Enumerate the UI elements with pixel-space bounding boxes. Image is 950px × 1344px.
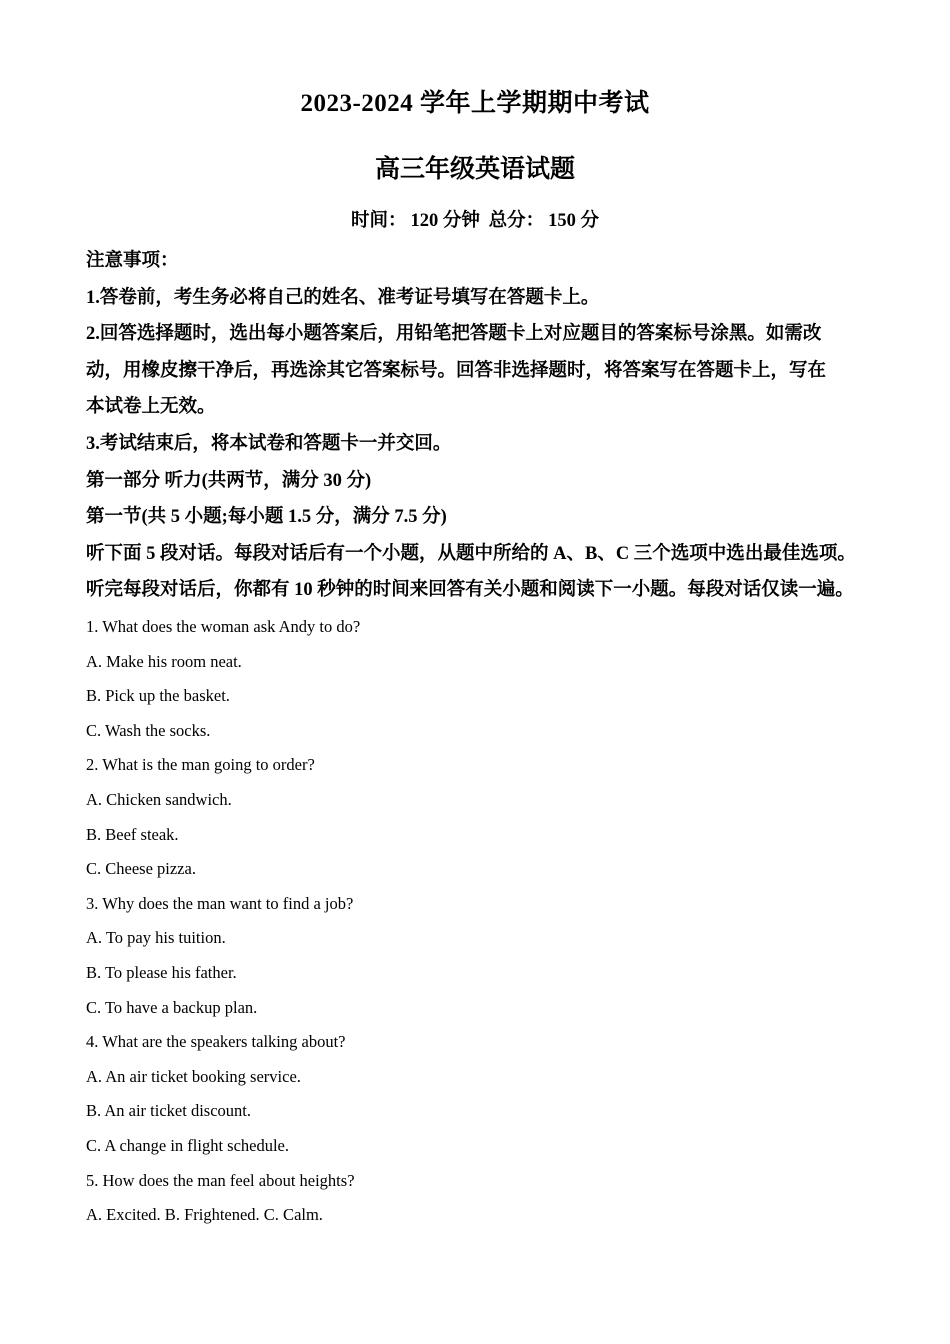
exam-title: 2023-2024 学年上学期期中考试 [300, 90, 650, 117]
part-heading: 第一部分 听力(共两节，满分 30 分) [86, 470, 372, 491]
instruction-line-1: 听下面 5 段对话。每段对话后有一个小题，从题中所给的 A、B、C 三个选项中选出最佳选项。 [86, 543, 856, 564]
instruction-line-2: 听完每段对话后，你都有 10 秒钟的时间来回答有关小题和阅读下一小题。每段对话仅读一遍。 [86, 580, 854, 601]
question-4: 4. What are the speakers talking about? [86, 1032, 346, 1052]
notice-item-2-line-3: 本试卷上无效。 [86, 397, 216, 418]
question-5-options: A. Excited. B. Frightened. C. Calm. [86, 1205, 323, 1225]
question-4-option-a: A. An air ticket booking service. [86, 1066, 301, 1086]
section-heading: 第一节(共 5 小题;每小题 1.5 分，满分 7.5 分) [86, 507, 447, 528]
question-2: 2. What is the man going to order? [86, 755, 315, 775]
notice-heading: 注意事项： [86, 251, 179, 271]
question-2-option-c: C. Cheese pizza. [86, 859, 196, 879]
question-1-option-c: C. Wash the socks. [86, 720, 211, 740]
question-5: 5. How does the man feel about heights? [86, 1170, 355, 1190]
exam-subtitle: 高三年级英语试题 [374, 156, 575, 183]
question-4-option-b: B. An air ticket discount. [86, 1101, 251, 1121]
notice-block [86, 243, 886, 609]
question-3-option-a: A. To pay his tuition. [86, 928, 226, 948]
question-list [86, 610, 886, 1233]
notice-item-3: 3.考试结束后，将本试卷和答题卡一并交回。 [86, 433, 452, 454]
question-2-option-a: A. Chicken sandwich. [86, 789, 232, 809]
notice-item-2-line-2: 动，用橡皮擦干净后，再选涂其它答案标号。回答非选择题时，将答案写在答题卡上，写在 [86, 360, 827, 381]
score-value: 150 分 [548, 211, 599, 231]
question-3-option-c: C. To have a backup plan. [86, 997, 258, 1017]
question-3: 3. Why does the man want to find a job? [86, 893, 354, 913]
time-label: 时间： [351, 211, 407, 231]
question-4-option-c: C. A change in flight schedule. [86, 1135, 290, 1155]
notice-item-2-line-1: 2.回答选择题时，选出每小题答案后，用铅笔把答题卡上对应题目的答案标号涂黑。如需改 [86, 324, 822, 345]
question-1: 1. What does the woman ask Andy to do? [86, 617, 361, 636]
notice-item-1: 1.答卷前，考生务必将自己的姓名、准考证号填写在答题卡上。 [86, 287, 600, 308]
exam-meta [0, 208, 950, 234]
question-1-option-a: A. Make his room neat. [86, 651, 242, 671]
question-3-option-b: B. To please his father. [86, 962, 237, 982]
question-2-option-b: B. Beef steak. [86, 824, 179, 844]
question-1-option-b: B. Pick up the basket. [86, 686, 230, 706]
time-value: 120 分钟 [410, 211, 480, 231]
score-label: 总分： [488, 211, 545, 231]
